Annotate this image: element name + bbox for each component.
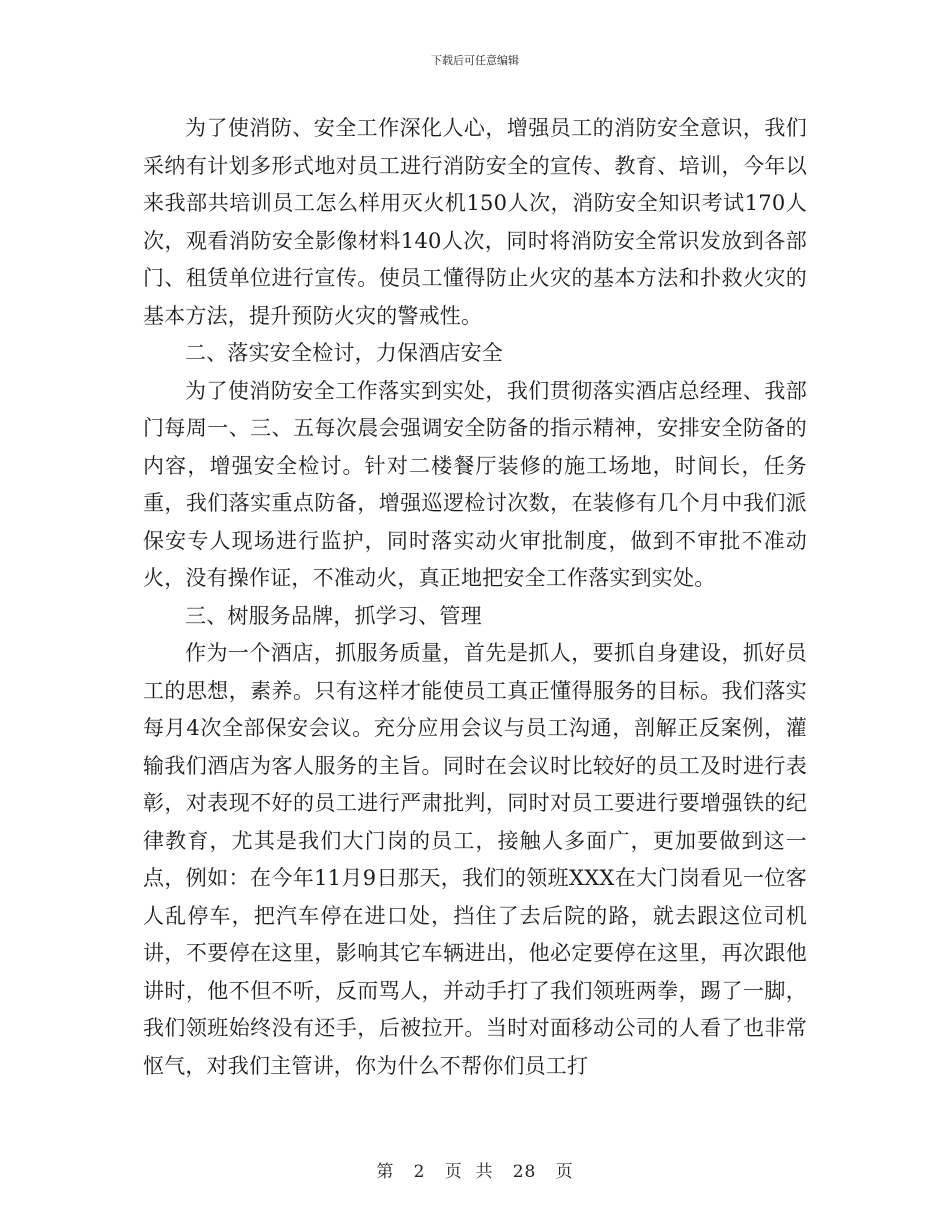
footer-suffix: 页 <box>555 1162 574 1182</box>
paragraph-service-management: 作为一个酒店，抓服务质量，首先是抓人，要抓自身建设，抓好员工的思想，素养。只有这样才能使员工真正懂得服务的目标。我们落实每月4次全部保安会议。充分应用会议与员工沟通，剖解正反案例，灌输我们酒店为客人服务的主旨。同时在会议时比较好的员工及时进行表彰，对表现不好的员工进行严肃批判，同时对员工要进行要增强铁的纪律教育，尤其是我们大门岗的员工，接触人多面广，更加要做到这一点，例如：在今年11月9日那天，我们的领班XXX在大门岗看见一位客人乱停车，把汽车停在进口处，挡住了去后院的路，就去跟这位司机讲，不要停在这里，影响其它车辆进出，他必定要停在这里，再次跟他讲时，他不但不听，反而骂人，并动手打了我们领班两拳，踢了一脚，我们领班始终没有还手，后被拉开。当时对面移动公司的人看了也非常怄气，对我们主管讲，你为什么不帮你们员工打 <box>143 641 807 1078</box>
footer-page-number: 2 <box>413 1162 426 1182</box>
footer-middle: 页 共 <box>444 1162 494 1182</box>
section-heading-service-brand: 三、树服务品牌，抓学习、管理 <box>185 603 482 628</box>
footer-total-pages: 28 <box>512 1162 537 1182</box>
page-header: 下载后可任意编辑 <box>431 54 519 67</box>
section-heading-safety-inspection: 二、落实安全检讨，力保酒店安全 <box>185 341 503 365</box>
paragraph-fire-training: 为了使消防、安全工作深化人心，增强员工的消防安全意识，我们采纳有计划多形式地对员工进行消防安全的宣传、教育、培训，今年以来我部共培训员工怎么样用灭火机150人次，消防安全知识考试170人次，观看消防安全影像材料140人次，同时将消防安全常识发放到各部门、租赁单位进行宣传。使员工懂得防止火灾的基本方法和扑救火灾的基本方法，提升预防火灾的警戒性。 <box>143 116 807 328</box>
paragraph-safety-inspection: 为了使消防安全工作落实到实处，我们贯彻落实酒店总经理、我部门每周一、三、五每次晨会强调安全防备的指示精神，安排安全防备的内容，增强安全检讨。针对二楼餐厅装修的施工场地，时间长，任务重，我们落实重点防备，增强巡逻检讨次数，在装修有几个月中我们派保安专人现场进行监护，同时落实动火审批制度，做到不审批不准动火，没有操作证，不准动火，真正地把安全工作落实到实处。 <box>143 378 807 590</box>
document-body <box>143 110 807 1085</box>
footer-prefix: 第 <box>376 1162 395 1182</box>
page-footer <box>0 1157 950 1182</box>
